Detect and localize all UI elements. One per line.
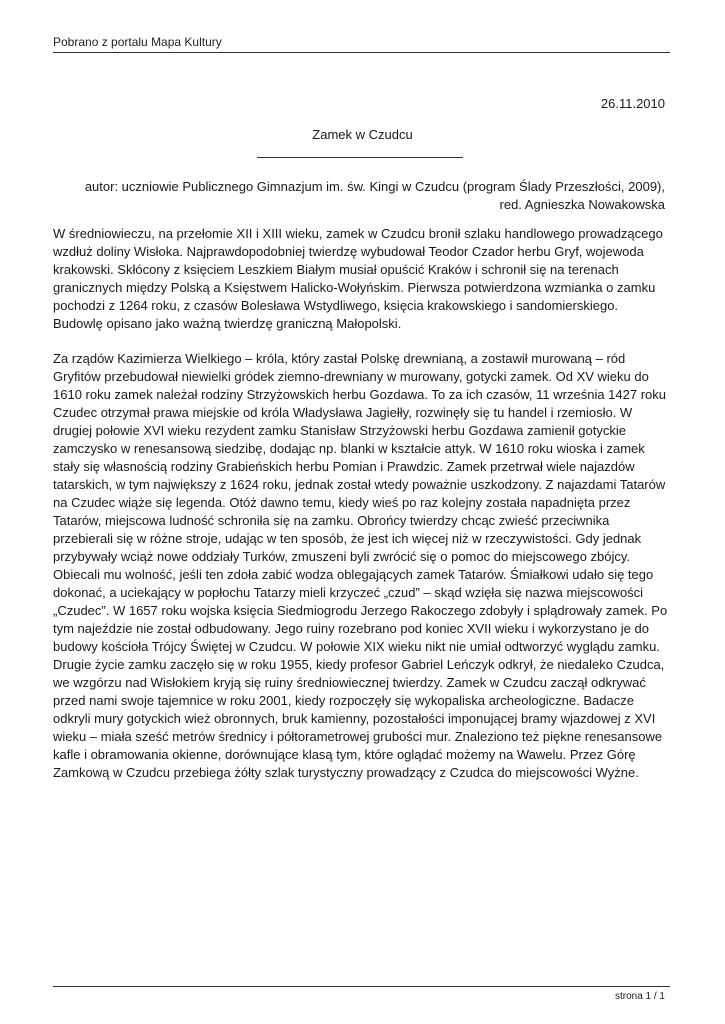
document-title: Zamek w Czudcu	[312, 127, 413, 142]
editor-line: red. Agnieszka Nowakowska	[499, 197, 665, 212]
paragraph: Za rządów Kazimierza Wielkiego – króla, który zastał Polskę drewnianą, a zostawił murowaną – ród Gryfitów przebudował niewielki gródek ziemno-drewniany w murowany, gotycki zamek. Od XV wieku do 1610 roku zamek należał rodziny Strzyżowskich herbu Gozdawa. To za ich czasów, 11 września 1427 roku Czudec otrzymał prawa miejskie od króla Władysława Jagiełły, rozwinęły się tu handel i rzemiosło. W drugiej połowie XVI wieku rezydent zamku Stanisław Strzyżowski herbu Gozdawa zamienił gotyckie zamczysko w renesansową siedzibę, dodając np. blanki w kształcie attyk. W 1610 roku wioska i zamek stały się własnością rodziny Grabieńskich herbu Pomian i Prawdzic. Zamek przetrwał wiele najazdów tatarskich, w tym największy z 1624 roku, jednak został wtedy poważnie uszkodzony. Z najazdami Tatarów na Czudec wiąże się legenda. Otóż dawno temu, kiedy wieś po raz kolejny została napadnięta przez Tatarów, miejscowa ludność schroniła się na zamku. Obrońcy twierdzy chcąc zwieść przeciwnika przebierali się w różne stroje, udając w ten sposób, że jest ich więcej niż w rzeczywistości. Gdy jednak przybywały wciąż nowe oddziały Turków, zmuszeni byli zwrócić się o pomoc do miejscowego zbójcy. Obiecali mu wolność, jeśli ten zdoła zabić wodza oblegających zamek Tatarów. Śmiałkowi udało się tego dokonać, a uciekający w popłochu Tatarzy mieli krzyczeć „czud” – skąd wzięła się nazwa miejscowości „Czudec”. W 1657 roku wojska księcia Siedmiogrodu Jerzego Rakoczego zdobyły i splądrowały zamek. Po tym najeździe nie został odbudowany. Jego ruiny rozebrano pod koniec XVII wieku i wykorzystano je do budowy kościoła Trójcy Świętej w Czudcu. W połowie XIX wieku nikt nie umiał odtworzyć wyglądu zamku. Drugie życie zamku zaczęło się w roku 1955, kiedy profesor Gabriel Leńczyk odkrył, że niedaleko Czudca, we wzgórzu nad Wisłokiem kryją się ruiny średniowiecznej twierdzy. Zamek w Czudcu zaczął odkrywać przed nami swoje tajemnice w roku 2001, kiedy rozpoczęły się wykopaliska archeologiczne. Badacze odkryli mury gotyckich wież obronnych, bruk kamienny, pozostałości imponującej bramy wjazdowej z XVI wieku – miała sześć metrów średnicy i półtorametrowej grubości mur. Znaleziono też piękne renesansowe kafle i obramowania okienne, dorównujące klasą tym, które oglądać możemy na Wawelu. Przez Górę Zamkową w Czudcu przebiega żółty szlak turystyczny prowadzący z Czudca do miejscowości Wyżne.	[53, 351, 668, 780]
title-divider	[257, 157, 463, 158]
author-block	[45, 178, 665, 214]
header-source: Pobrano z portalu Mapa Kultury	[53, 35, 222, 49]
document-date: 26.11.2010	[600, 96, 665, 111]
author-line: autor: uczniowie Publicznego Gimnazjum im. św. Kingi w Czudcu (program Ślady Przeszłości, 2009),	[84, 179, 665, 194]
header-divider	[53, 52, 670, 53]
page-number: strona 1 / 1	[614, 991, 665, 1002]
paragraph: W średniowieczu, na przełomie XII i XIII wieku, zamek w Czudcu bronił szlaku handlowego prowadzącego wzdłuż doliny Wisłoka. Najprawdopodobniej twierdzę wybudował Teodor Czador herbu Gryf, wojewoda krakowski. Skłócony z księciem Leszkiem Białym musiał opuścić Kraków i schronił się na terenach granicznych między Polską a Księstwem Halicko-Wołyńskim. Pierwsza potwierdzona wzmianka o zamku pochodzi z 1264 roku, z czasów Bolesława Wstydliwego, księcia krakowskiego i sandomierskiego. Budowlę opisano jako ważną twierdzę graniczną Małopolski.	[53, 226, 663, 331]
article-body	[53, 225, 670, 799]
footer-divider	[53, 986, 670, 987]
